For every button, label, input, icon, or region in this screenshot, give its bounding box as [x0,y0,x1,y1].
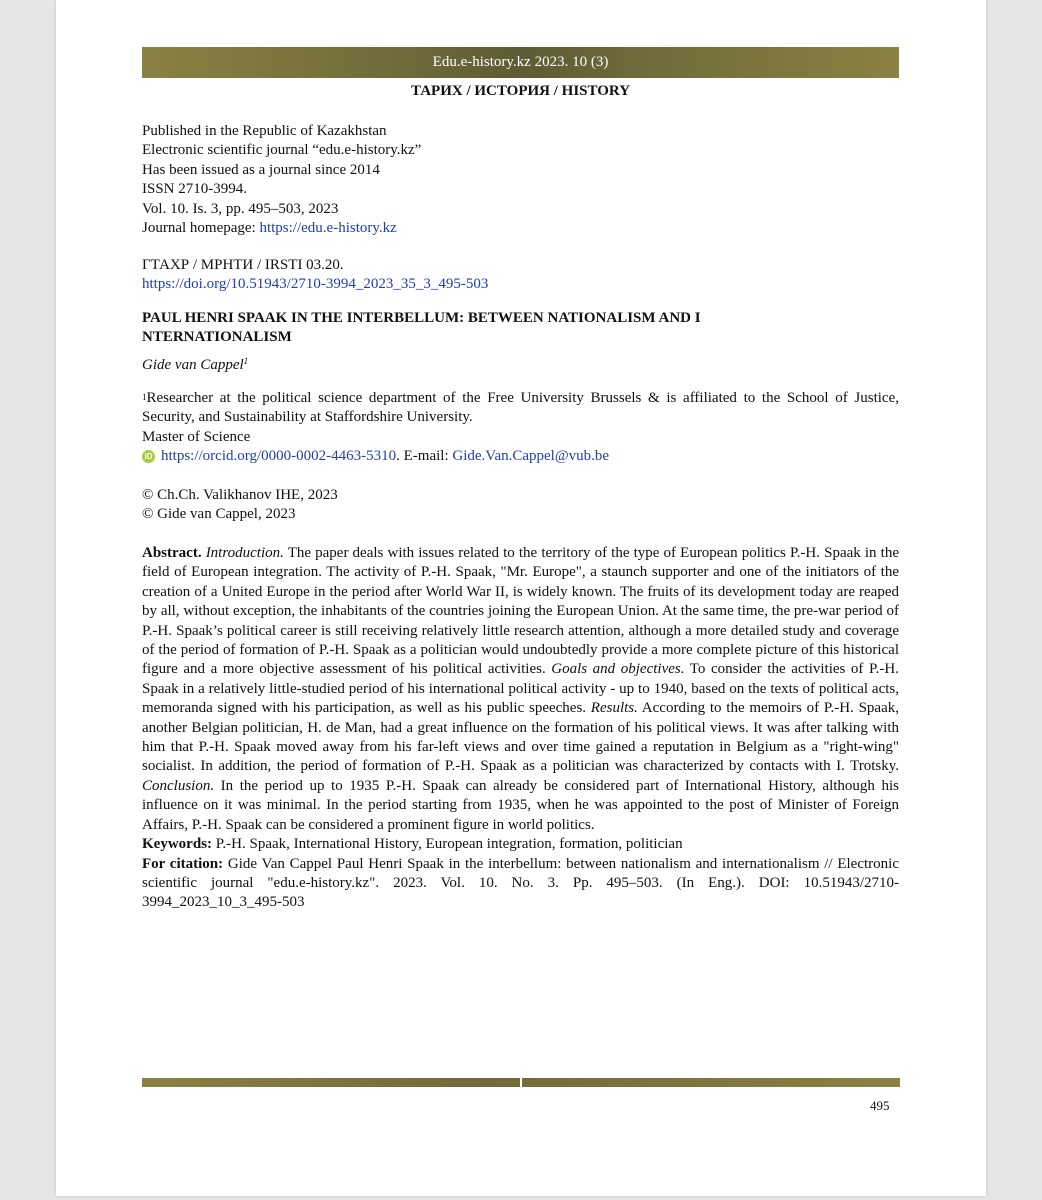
footer-bar-divider [520,1078,522,1087]
doi-link[interactable]: https://doi.org/10.51943/2710-3994_2023_35_3_495-503 [142,276,489,293]
article-title-line: PAUL HENRI SPAAK IN THE INTERBELLUM: BETWEEN NATIONALISM AND I [142,310,701,326]
citation [142,855,899,913]
affiliation [142,389,899,467]
irsti-code: ГТАХР / МРНТИ / IRSTI 03.20. [142,257,344,273]
keywords-text: P.-H. Spaak, International History, European integration, formation, politician [212,836,683,853]
copyright-line: © Ch.Ch. Valikhanov IHE, 2023 [142,487,338,503]
meta-line: Has been issued as a journal since 2014 [142,161,380,178]
affiliation-text: Researcher at the political science department of the Free University Brussels & is affiliated to the School of Justice, Security, and Sustainability at Staffordshire University. [142,390,899,426]
meta-line: ISSN 2710-3994. [142,181,248,198]
keywords [142,835,899,854]
section-title: ТАРИХ / ИСТОРИЯ / HISTORY [410,83,631,99]
abstract-label: Abstract. [142,545,202,561]
citation-label: For citation: [142,855,224,872]
footer-bar [142,1078,900,1087]
homepage-link[interactable]: https://edu.e-history.kz [259,220,397,237]
copyright [142,486,338,525]
degree: Master of Science [142,428,251,445]
abstract-section [142,544,899,913]
author-name [142,357,248,374]
conclusion-text: In the period up to 1935 P.-H. Spaak can already be considered part of International History, although his influence on it was minimal. In the period starting from 1935, when he was appointed to the post of Minister of Foreign Affairs, P.-H. Spaak can be considered a prominent figure in world politics. [142,777,899,833]
publication-meta [142,122,421,238]
meta-line: Vol. 10. Is. 3, pp. 495–503, 2023 [142,200,339,217]
journal-header-bar [142,47,899,78]
results-text: According to the memoirs of P.-H. Spaak, another Belgian politician, H. de Man, had a great influence on the formation of his political views. It was after talking with him that P.-H. Spaak moved away from his far-left views and over time gained a reputation in Belgium as a "right-wing" socialist. In addition, the period of formation of P.-H. Spaak as a politician was characterized by contacts with I. Trotsky. [142,700,900,775]
orcid-link[interactable]: https://orcid.org/0000-0002-4463-5310 [161,448,397,465]
author-affiliation-mark: 1 [243,356,249,366]
article-title-line: NTERNATIONALISM [142,329,292,345]
orcid-icon: iD [142,450,155,463]
homepage-label: Journal homepage: [142,220,260,237]
copyright-line: © Gide van Cappel, 2023 [142,506,296,523]
page-number: 495 [870,1098,890,1113]
email-link[interactable]: Gide.Van.Cappel@vub.be [452,448,610,465]
intro-label: Introduction. [205,545,284,561]
journal-homepage [142,219,421,238]
orcid-line [142,447,899,466]
meta-line: Published in the Republic of Kazakhstan [142,123,387,139]
keywords-label: Keywords: [142,836,212,853]
conclusion-label: Conclusion. [142,777,215,794]
author-text: Gide van Cappel [142,357,244,373]
abstract-paragraph [142,544,899,835]
citation-text: Gide Van Cappel Paul Henri Spaak in the interbellum: between nationalism and internationalism // Electronic scientific journal "edu.e-history.kz". 2023. Vol. 10. No. 3. Pp. 495–503. (In Eng.). DOI: 10.51943/2710-3994_2023_10_3_495-503 [142,855,899,911]
results-label: Results. [590,700,638,717]
article-title [142,309,802,347]
affiliation-mark: 1 [142,392,147,402]
classification [142,256,488,295]
intro-text: The paper deals with issues related to the territory of the type of European politics P.-H. Spaak in the field of European integration. The activity of P.-H. Spaak, "Mr. Europe", a staunch supporter and one of the initiators of the creation of a United Europe in the period after World War II, is widely known. The fruits of its development today are reaped by all, without exception, the inhabitants of the countries joining the European Union. At the same time, the pre-war period of P.-H. Spaak’s political career is still receiving relatively little research attention, although a more detailed study and coverage of the period of formation of P.-H. Spaak as a politician would undoubtedly provide a more complete picture of this historical figure and a more objective assessment of his political activities. [142,545,899,678]
meta-line: Electronic scientific journal “edu.e-history.kz” [142,142,422,159]
goals-label: Goals and objectives. [551,661,685,678]
goals-text: To consider the activities of P.-H. Spaak in a relatively little-studied period of his international political activity - up to 1940, based on the texts of political acts, memoranda signed with his participation, as well as his public speeches. [142,661,899,717]
document-page [56,0,986,1196]
email-label: . E-mail: [396,448,453,465]
journal-issue: Edu.e-history.kz 2023. 10 (3) [432,54,609,70]
